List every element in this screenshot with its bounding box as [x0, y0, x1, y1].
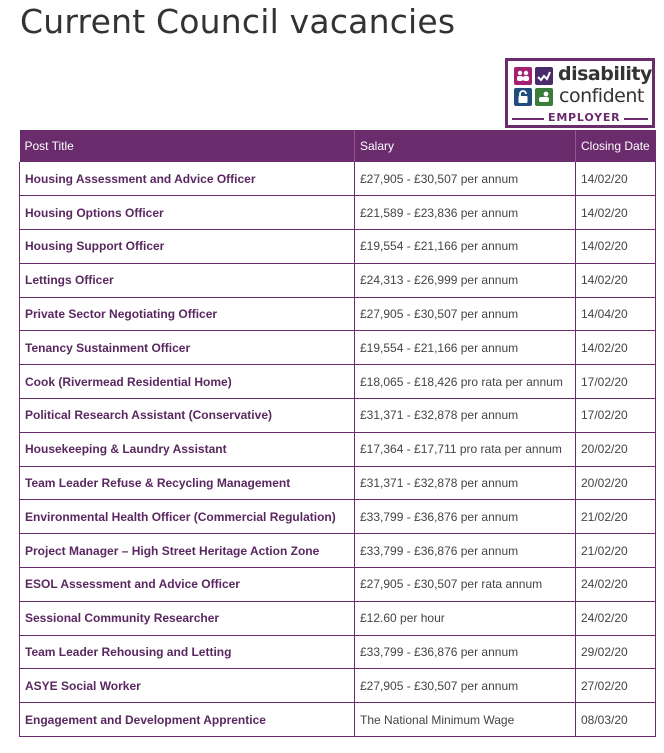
post-title-link[interactable]: Environmental Health Officer (Commercial Regulation): [20, 500, 355, 534]
table-row: [20, 568, 656, 602]
post-title-link[interactable]: Political Research Assistant (Conservative): [20, 399, 355, 433]
lock-icon: [514, 88, 532, 106]
post-title-link[interactable]: ASYE Social Worker: [20, 669, 355, 703]
closing-date-cell: 20/02/20: [576, 466, 656, 500]
table-row: [20, 399, 656, 433]
post-title-link[interactable]: Private Sector Negotiating Officer: [20, 297, 355, 331]
closing-date-cell: 14/02/20: [576, 331, 656, 365]
logo-word-confident: confident: [559, 85, 644, 107]
closing-date-cell: 14/02/20: [576, 162, 656, 196]
salary-cell: £27,905 - £30,507 per annum: [355, 297, 576, 331]
salary-cell: The National Minimum Wage: [355, 703, 576, 737]
table-row: [20, 230, 656, 264]
salary-cell: £33,799 - £36,876 per annum: [355, 534, 576, 568]
table-row: [20, 466, 656, 500]
table-row: [20, 534, 656, 568]
table-row: [20, 297, 656, 331]
table-row: [20, 703, 656, 737]
closing-date-cell: 17/02/20: [576, 365, 656, 399]
vacancies-table: [19, 130, 656, 737]
logo-word-disability: disability: [558, 63, 652, 85]
closing-date-cell: 24/02/20: [576, 568, 656, 602]
salary-cell: £12.60 per hour: [355, 601, 576, 635]
closing-date-cell: 24/02/20: [576, 601, 656, 635]
salary-cell: £24,313 - £26,999 per annum: [355, 263, 576, 297]
closing-date-cell: 27/02/20: [576, 669, 656, 703]
closing-date-cell: 20/02/20: [576, 432, 656, 466]
table-row: [20, 500, 656, 534]
closing-date-cell: 21/02/20: [576, 534, 656, 568]
table-header-row: [20, 130, 656, 162]
salary-cell: £31,371 - £32,878 per annum: [355, 399, 576, 433]
closing-date-cell: 08/03/20: [576, 703, 656, 737]
closing-date-cell: 14/02/20: [576, 230, 656, 264]
salary-cell: £33,799 - £36,876 per annum: [355, 635, 576, 669]
post-title-link[interactable]: Team Leader Refuse & Recycling Management: [20, 466, 355, 500]
post-title-link[interactable]: Sessional Community Researcher: [20, 601, 355, 635]
post-title-link[interactable]: Cook (Rivermead Residential Home): [20, 365, 355, 399]
table-row: [20, 331, 656, 365]
table-row: [20, 601, 656, 635]
table-row: [20, 669, 656, 703]
post-title-link[interactable]: Team Leader Rehousing and Letting: [20, 635, 355, 669]
header-closing-date: Closing Date: [576, 130, 656, 162]
salary-cell: £19,554 - £21,166 per annum: [355, 331, 576, 365]
table-body: [20, 162, 656, 737]
people-icon: [514, 67, 532, 85]
salary-cell: £33,799 - £36,876 per annum: [355, 500, 576, 534]
salary-cell: £17,364 - £17,711 pro rata per annum: [355, 432, 576, 466]
post-title-link[interactable]: Engagement and Development Apprentice: [20, 703, 355, 737]
disability-confident-logo: [505, 58, 655, 128]
header-salary: Salary: [355, 130, 576, 162]
check-icon: [535, 67, 553, 85]
closing-date-cell: 17/02/20: [576, 399, 656, 433]
salary-cell: £18,065 - £18,426 pro rata per annum: [355, 365, 576, 399]
logo-icon-grid: [514, 67, 554, 107]
closing-date-cell: 14/02/20: [576, 196, 656, 230]
closing-date-cell: 29/02/20: [576, 635, 656, 669]
closing-date-cell: 14/02/20: [576, 263, 656, 297]
salary-cell: £27,905 - £30,507 per annum: [355, 669, 576, 703]
salary-cell: £27,905 - £30,507 per rata annum: [355, 568, 576, 602]
post-title-link[interactable]: Tenancy Sustainment Officer: [20, 331, 355, 365]
table-row: [20, 432, 656, 466]
post-title-link[interactable]: Project Manager – High Street Heritage Action Zone: [20, 534, 355, 568]
post-title-link[interactable]: Housing Support Officer: [20, 230, 355, 264]
closing-date-cell: 21/02/20: [576, 500, 656, 534]
post-title-link[interactable]: Housing Assessment and Advice Officer: [20, 162, 355, 196]
post-title-link[interactable]: Housing Options Officer: [20, 196, 355, 230]
page-title: Current Council vacancies: [20, 2, 456, 41]
person-icon: [535, 88, 553, 106]
table-row: [20, 196, 656, 230]
closing-date-cell: 14/04/20: [576, 297, 656, 331]
table-row: [20, 635, 656, 669]
post-title-link[interactable]: Lettings Officer: [20, 263, 355, 297]
post-title-link[interactable]: ESOL Assessment and Advice Officer: [20, 568, 355, 602]
salary-cell: £27,905 - £30,507 per annum: [355, 162, 576, 196]
salary-cell: £21,589 - £23,836 per annum: [355, 196, 576, 230]
post-title-link[interactable]: Housekeeping & Laundry Assistant: [20, 432, 355, 466]
logo-employer-badge: EMPLOYER: [544, 111, 624, 124]
table-row: [20, 263, 656, 297]
header-post-title: Post Title: [20, 130, 355, 162]
table-row: [20, 365, 656, 399]
salary-cell: £31,371 - £32,878 per annum: [355, 466, 576, 500]
salary-cell: £19,554 - £21,166 per annum: [355, 230, 576, 264]
table-row: [20, 162, 656, 196]
